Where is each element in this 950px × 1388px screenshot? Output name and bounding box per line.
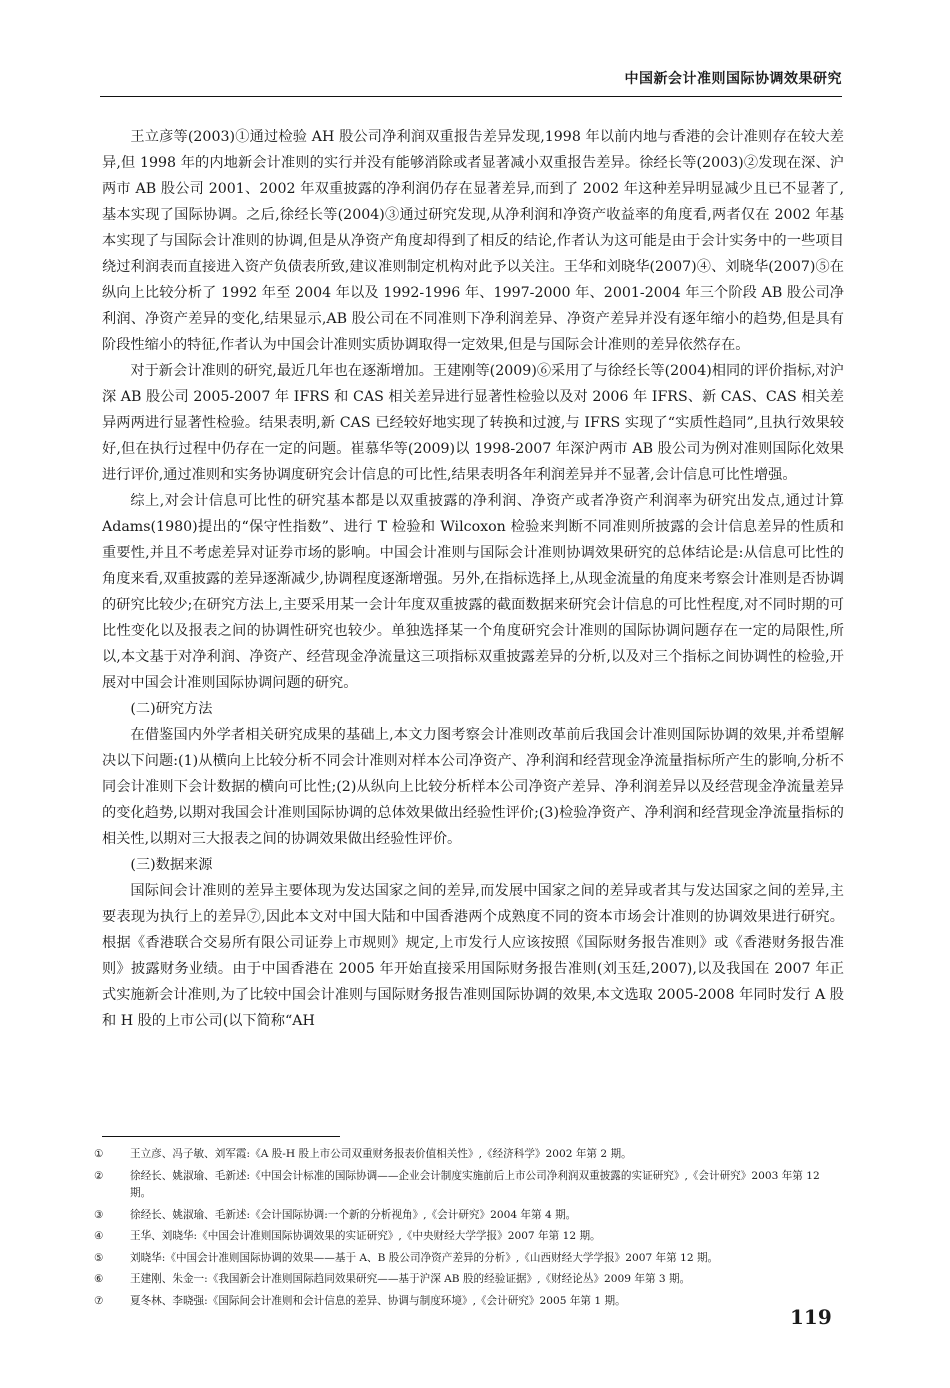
running-header: 中国新会计准则国际协调效果研究	[624, 71, 842, 87]
footnote-text: 刘晓华:《中国会计准则国际协调的效果——基于 A、B 股公司净资产差异的分析》,《山西财经大学学报》2007 年第 12 期。	[130, 1251, 719, 1264]
page-number: 119	[790, 1305, 832, 1329]
footnote-mark: ④	[94, 1230, 104, 1242]
paragraph-3: 综上,对会计信息可比性的研究基本都是以双重披露的净利润、净资产或者净资产利润率为研究出发点,通过计算 Adams(1980)提出的“保守性指数”、进行 T 检验和 Wilcoxon 检验来判断不同准则所披露的会计信息差异的性质和重要性,并且不考虑差异对证券市场的影响。中国会计准则与国际会计准则协调效果研究的总体结论是:从信息可比性的角度来看,双重披露的差异逐渐减少,协调程度逐渐增强。另外,在指标选择上,从现金流量的角度来考察会计准则是否协调的研究比较少;在研究方法上,主要采用某一会计年度双重披露的截面数据来研究会计信息的可比性程度,对不同时期的可比性变化以及报表之间的协调性研究也较少。单独选择某一个角度研究会计准则的国际协调问题存在一定的局限性,所以,本文基于对净利润、净资产、经营现金净流量这三项指标双重披露差异的分析,以及对三个指标之间协调性的检验,开展对中国会计准则国际协调问题的研究。	[102, 493, 844, 691]
footnote-text: 夏冬林、李晓强:《国际间会计准则和会计信息的差异、协调与制度环境》,《会计研究》2005 年第 1 期。	[130, 1294, 626, 1307]
paragraph-1: 王立彦等(2003)①通过检验 AH 股公司净利润双重报告差异发现,1998 年以前内地与香港的会计准则存在较大差异,但 1998 年的内地新会计准则的实行并没有能够消除或者显著减小双重报告差异。徐经长等(2003)②发现在深、沪两市 AB 股公司 2001、2002 年双重披露的净利润仍存在显著差异,而到了 2002 年这种差异明显减少且已不显著了,基本实现了国际协调。之后,徐经长等(2004)③通过研究发现,从净利润和净资产收益率的角度看,两者仅在 2002 年基本实现了与国际会计准则的协调,但是从净资产角度却得到了相反的结论,作者认为这可能是由于会计实务中的一些项目绕过利润表而直接进入资产负债表所致,建议准则制定机构对此予以关注。王华和刘晓华(2007)④、刘晓华(2007)⑤在纵向上比较分析了 1992 年至 2004 年以及 1992-1996 年、1997-2000 年、2001-2004 年三个阶段 AB 股公司净利润、净资产差异的变化,结果显示,AB 股公司在不同准则下净利润差异、净资产差异并没有逐年缩小的趋势,但是具有阶段性缩小的特征,作者认为中国会计准则实质协调取得一定效果,但是与国际会计准则的差异依然存在。	[102, 129, 844, 353]
footnote-text: 徐经长、姚淑瑜、毛新述:《中国会计标准的国际协调——企业会计制度实施前后上市公司净利润双重披露的实证研究》,《会计研究》2003 年第 12 期。	[130, 1169, 820, 1199]
footnote-mark: ⑤	[94, 1251, 104, 1264]
footnote-text: 王建刚、朱金一:《我国新会计准则国际趋同效果研究——基于沪深 AB 股的经验证据》,《财经论丛》2009 年第 3 期。	[130, 1273, 691, 1285]
footnote-text: 王立彦、冯子敏、刘军霞:《A 股-H 股上市公司双重财务报表价值相关性》,《经济科学》2002 年第 2 期。	[130, 1148, 632, 1160]
section-heading-methods: (二)研究方法	[130, 701, 213, 717]
footnote-6	[94, 1271, 844, 1289]
footnote-mark: ⑥	[94, 1273, 104, 1285]
paragraph-methods: 在借鉴国内外学者相关研究成果的基础上,本文力图考察会计准则改革前后我国会计准则国际协调的效果,并希望解决以下问题:(1)从横向上比较分析不同会计准则对样本公司净资产、净利润和经营现金净流量指标所产生的影响,分析不同会计准则下会计数据的横向可比性;(2)从纵向上比较分析样本公司净资产差异、净利润差异以及经营现金净流量差异的变化趋势,以期对我国会计准则国际协调的总体效果做出经验性评价;(3)检验净资产、净利润和经营现金净流量指标的相关性,以期对三大报表之间的协调效果做出经验性评价。	[102, 727, 844, 847]
header-rule	[100, 96, 842, 97]
paragraph-2: 对于新会计准则的研究,最近几年也在逐渐增加。王建刚等(2009)⑥采用了与徐经长等(2004)相同的评价指标,对沪深 AB 股公司 2005-2007 年 IFRS 和 CAS 相关差异进行显著性检验以及对 2006 年 IFRS、新 CAS、CAS 相关差异两两进行显著性检验。结果表明,新 CAS 已经较好地实现了转换和过渡,与 IFRS 实现了“实质性趋同”,且执行效果较好,但在执行过程中仍存在一定的问题。崔慕华等(2009)以 1998-2007 年深沪两市 AB 股公司为例对准则国际化效果进行评价,通过准则和实务协调度研究会计信息的可比性,结果表明各年利润差异并不显著,会计信息可比性增强。	[102, 363, 844, 483]
footnote-3	[94, 1207, 844, 1225]
footnote-rule	[102, 1136, 340, 1137]
footnote-mark: ⑦	[94, 1294, 104, 1307]
footnote-text: 王华、刘晓华:《中国会计准则国际协调效果的实证研究》,《中央财经大学学报》2007 年第 12 期。	[130, 1230, 601, 1242]
footnote-1	[94, 1146, 844, 1164]
section-heading-data-source: (三)数据来源	[130, 857, 213, 873]
footnotes	[94, 1146, 844, 1314]
body-text	[102, 124, 844, 1034]
footnote-5	[94, 1250, 844, 1268]
footnote-mark: ②	[94, 1169, 104, 1182]
paragraph-data-source: 国际间会计准则的差异主要体现为发达国家之间的差异,而发展中国家之间的差异或者其与发达国家之间的差异,主要表现为执行上的差异⑦,因此本文对中国大陆和中国香港两个成熟度不同的资本市场会计准则的协调效果进行研究。根据《香港联合交易所有限公司证券上市规则》规定,上市发行人应该按照《国际财务报告准则》或《香港财务报告准则》披露财务业绩。由于中国香港在 2005 年开始直接采用国际财务报告准则(刘玉廷,2007),以及我国在 2007 年正式实施新会计准则,为了比较中国会计准则与国际财务报告准则国际协调的效果,本文选取 2005-2008 年同时发行 A 股和 H 股的上市公司(以下简称“AH	[102, 883, 844, 1029]
footnote-mark: ①	[94, 1148, 104, 1160]
footnote-7	[94, 1293, 844, 1311]
footnote-2	[94, 1168, 844, 1203]
footnote-mark: ③	[94, 1208, 104, 1221]
footnote-4	[94, 1228, 844, 1246]
footnote-text: 徐经长、姚淑瑜、毛新述:《会计国际协调:一个新的分析视角》,《会计研究》2004 年第 4 期。	[130, 1208, 577, 1221]
